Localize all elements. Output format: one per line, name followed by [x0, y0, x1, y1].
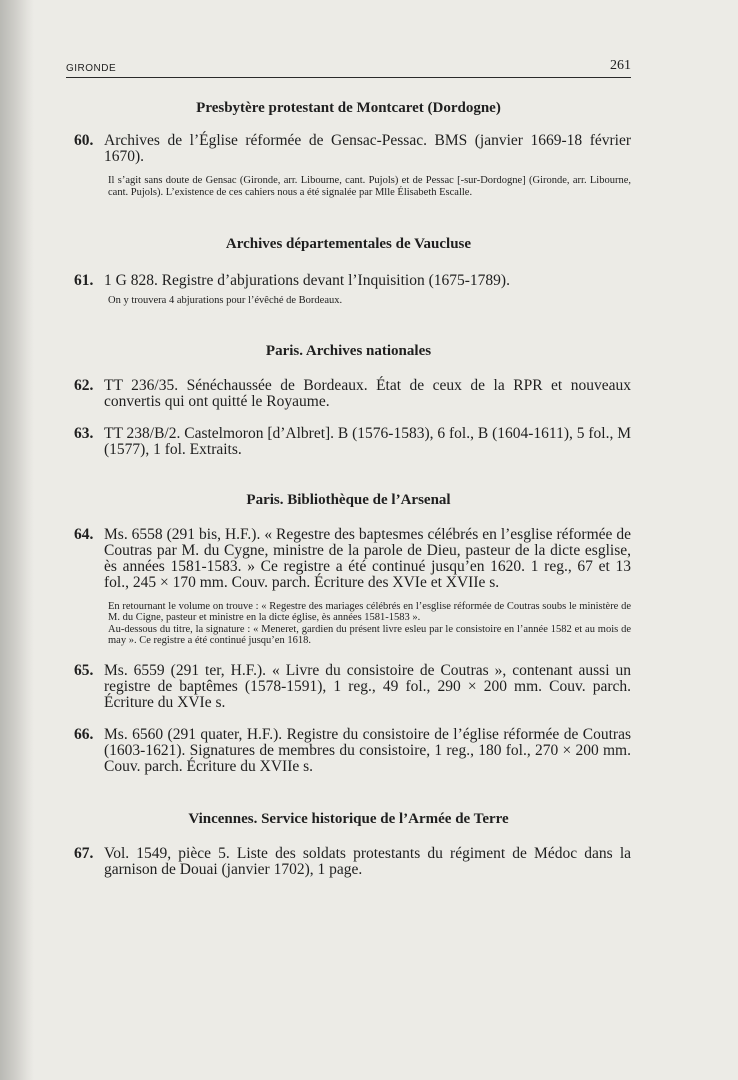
- section-title-arsenal: Paris. Bibliothèque de l’Arsenal: [246, 491, 451, 508]
- entry-text: Vol. 1549, pièce 5. Liste des soldats protestants du régiment de Médoc dans la garnison de Douai (janvier 1702), 1 page.: [104, 844, 631, 878]
- note-paragraph: En retournant le volume on trouve : « Regestre des mariages célébrés en l’esglise réformée de Coutras soubs le ministère de M. du Cigne, pasteur et ministre en la dicte église, ès années 1581-1583 ».: [108, 600, 631, 623]
- entry-text: TT 236/35. Sénéchaussée de Bordeaux. État de ceux de la RPR et nouveaux convertis qui ont quitté le Royaume.: [104, 376, 631, 410]
- entry-number: 61.: [74, 272, 94, 289]
- note-paragraph: Il s’agit sans doute de Gensac (Gironde, arr. Libourne, cant. Pujols) et de Pessac [-sur-Dordogne] (Gironde, arr. Libourne, cant. Pujols). L’existence de ces cahiers nous a été signalée par Mlle Élisabeth Escalle.: [108, 175, 631, 198]
- entry-note: [108, 175, 631, 198]
- section-title-vincennes: Vincennes. Service historique de l’Armée de Terre: [188, 810, 509, 827]
- entry-62: [66, 378, 631, 410]
- entry-number: 66.: [74, 725, 94, 743]
- note-paragraph: Au-dessous du titre, la signature : « Meneret, gardien du présent livre esleu par le consistoire en l’année 1582 et au mois de may ». Ce registre a été continué jusqu’en 1618.: [108, 623, 631, 646]
- entry-number: 64.: [74, 525, 94, 543]
- entry-text: Ms. 6558 (291 bis, H.F.). « Regestre des baptesmes célébrés en l’esglise réformée de Coutras par M. du Cygne, ministre de la parole de Dieu, pasteur de la dicte esglise, ès années 1581-1583. » Ce registre a été continué jusqu’en 1620. 1 reg., 67 et 13 fol., 245 × 170 mm. Couv. parch. Écriture des XVIe et XVIIe s.: [104, 525, 631, 591]
- section-title-archives-nationales: Paris. Archives nationales: [265, 342, 432, 359]
- entry-note: [108, 601, 631, 647]
- entry-number: 62.: [74, 376, 94, 394]
- entry-text: TT 238/B/2. Castelmoron [d’Albret]. B (1576-1583), 6 fol., B (1604-1611), 5 fol., M (1577), 1 fol. Extraits.: [104, 424, 631, 458]
- entry-60: [66, 133, 631, 198]
- entry-number: 65.: [74, 661, 94, 679]
- entry-63: [66, 426, 631, 458]
- entry-number: 67.: [74, 844, 94, 862]
- document-page: [66, 58, 631, 878]
- running-title: GIRONDE: [66, 63, 117, 74]
- entry-64: [66, 527, 631, 647]
- entry-text: Ms. 6559 (291 ter, H.F.). « Livre du consistoire de Coutras », contenant aussi un registre de baptêmes (1578-1591), 1 reg., 49 fol., 290 × 200 mm. Couv. parch. Écriture du XVIe s.: [104, 661, 631, 711]
- note-paragraph: On y trouvera 4 abjurations pour l’évêché de Bordeaux.: [108, 295, 343, 306]
- running-header: [66, 58, 631, 78]
- entry-66: [66, 727, 631, 775]
- page-gutter-shadow: [0, 0, 34, 1080]
- section-title-vaucluse: Archives départementales de Vaucluse: [225, 236, 472, 252]
- entry-67: [66, 846, 631, 878]
- section-title-montcaret: Presbytère protestant de Montcaret (Dordogne): [196, 100, 501, 116]
- entry-note: [108, 295, 631, 307]
- entry-text: Archives de l’Église réformée de Gensac-Pessac. BMS (janvier 1669-18 février 1670).: [104, 132, 631, 165]
- entry-number: 60.: [74, 132, 94, 149]
- entry-61: [66, 273, 631, 307]
- entry-number: 63.: [74, 424, 94, 442]
- entry-65: [66, 663, 631, 711]
- page-number: 261: [610, 58, 631, 73]
- entry-text: 1 G 828. Registre d’abjurations devant l’Inquisition (1675-1789).: [104, 272, 510, 289]
- entry-text: Ms. 6560 (291 quater, H.F.). Registre du consistoire de l’église réformée de Coutras (1603-1621). Signatures de membres du consistoire, 1 reg., 180 fol., 270 × 200 mm. Couv. parch. Écriture du XVIIe s.: [104, 725, 631, 775]
